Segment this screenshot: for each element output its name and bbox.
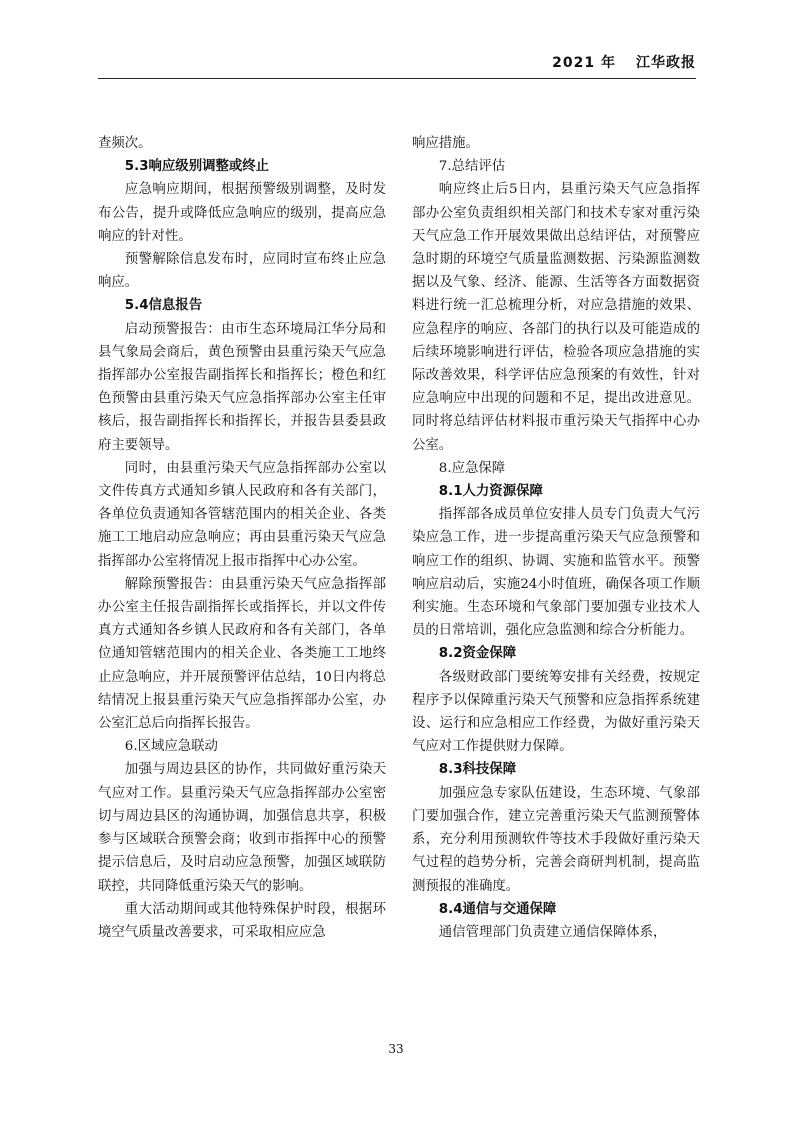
paragraph: 同时，由县重污染天气应急指挥部办公室以文件传真方式通知乡镇人民政府和各有关部门，各单位负责通知各管辖范围内的相关企业、各类施工工地启动应急响应；再由县重污染天气应急指挥部办公室将情况上报市指挥中心办公室。 xyxy=(98,460,386,569)
paragraph: 重大活动期间或其他特殊保护时段，根据环境空气质量改善要求，可采取相应应急 xyxy=(98,901,386,940)
paragraph: 6.区域应急联动 xyxy=(124,739,218,755)
header-year: 2021 年 xyxy=(552,55,616,71)
right-column xyxy=(412,132,700,944)
paragraph: 通信管理部门负责建立通信保障体系， xyxy=(438,924,667,940)
section-heading: 8.4通信与交通保障 xyxy=(438,901,557,917)
page-number: 33 xyxy=(388,1042,404,1056)
header-text xyxy=(552,52,696,72)
journal-name: 江华政报 xyxy=(636,55,696,71)
paragraph: 响应措施。 xyxy=(412,136,479,151)
paragraph: 指挥部各成员单位安排人员专门负责大气污染应急工作，进一步提高重污染天气应急预警和响应工作的组织、协调、实施和监管水平。预警响应启动后，实施24小时值班，确保各项工作顺利实施。生态环境和气象部门要加强专业技术人员的日常培训，强化应急监测和综合分析能力。 xyxy=(412,507,700,639)
paragraph: 预警解除信息发布时，应同时宣布终止应急响应。 xyxy=(98,252,386,291)
header-rule xyxy=(98,78,696,79)
left-column xyxy=(98,132,386,944)
paragraph: 加强应急专家队伍建设，生态环境、气象部门要加强合作，建立完善重污染天气监测预警体系，充分利用预测软件等技术手段做好重污染天气过程的趋势分析，完善会商研判机制，提高监测预报的准确度。 xyxy=(412,785,700,894)
paragraph: 加强与周边县区的协作，共同做好重污染天气应对工作。县重污染天气应急指挥部办公室密切与周边县区的沟通协调，加强信息共享，积极参与区域联合预警会商；收到市指挥中心的预警提示信息后，及时启动应急预警，加强区域联防联控，共同降低重污染天气的影响。 xyxy=(98,762,386,894)
running-header xyxy=(98,52,696,78)
section-heading: 8.1人力资源保障 xyxy=(438,484,543,500)
paragraph: 8.应急保障 xyxy=(438,460,506,476)
paragraph: 响应终止后5日内，县重污染天气应急指挥部办公室负责组织相关部门和技术专家对重污染天气应急工作开展效果做出总结评估，对预警应急时期的环境空气质量监测数据、污染源监测数据以及气象、经济、能源、生活等各方面数据资料进行统一汇总梳理分析，对应急措施的效果、应急程序的响应、各部门的执行以及可能造成的后续环境影响进行评估，检验各项应急措施的实际改善效果，科学评估应急预案的有效性，针对应急响应中出现的问题和不足，提出改进意见。同时将总结评估材料报市重污染天气指挥中心办公室。 xyxy=(412,182,700,453)
section-heading: 5.3响应级别调整或终止 xyxy=(124,159,270,175)
section-heading: 8.2资金保障 xyxy=(438,646,517,662)
paragraph: 应急响应期间，根据预警级别调整，及时发布公告，提升或降低应急响应的级别，提高应急响应的针对性。 xyxy=(98,182,386,244)
paragraph: 启动预警报告：由市生态环境局江华分局和县气象局会商后，黄色预警由县重污染天气应急指挥部办公室报告副指挥长和指挥长；橙色和红色预警由县重污染天气应急指挥部办公室主任审核后，报告副指挥长和指挥长，并报告县委县政府主要领导。 xyxy=(98,321,386,453)
paragraph: 7.总结评估 xyxy=(438,159,506,175)
paragraph: 解除预警报告：由县重污染天气应急指挥部办公室主任报告副指挥长或指挥长，并以文件传真方式通知各乡镇人民政府和各有关部门，各单位通知管辖范围内的相关企业、各类施工工地终止应急响应，并开展预警评估总结，10日内将总结情况上报县重污染天气应急指挥部办公室，办公室汇总后向指挥长报告。 xyxy=(98,576,386,732)
section-heading: 5.4信息报告 xyxy=(124,298,203,314)
section-heading: 8.3科技保障 xyxy=(438,762,517,778)
paragraph: 各级财政部门要统筹安排有关经费，按规定程序予以保障重污染天气预警和应急指挥系统建设、运行和应急相应工作经费，为做好重污染天气应对工作提供财力保障。 xyxy=(412,669,700,755)
paragraph: 查频次。 xyxy=(98,136,152,151)
